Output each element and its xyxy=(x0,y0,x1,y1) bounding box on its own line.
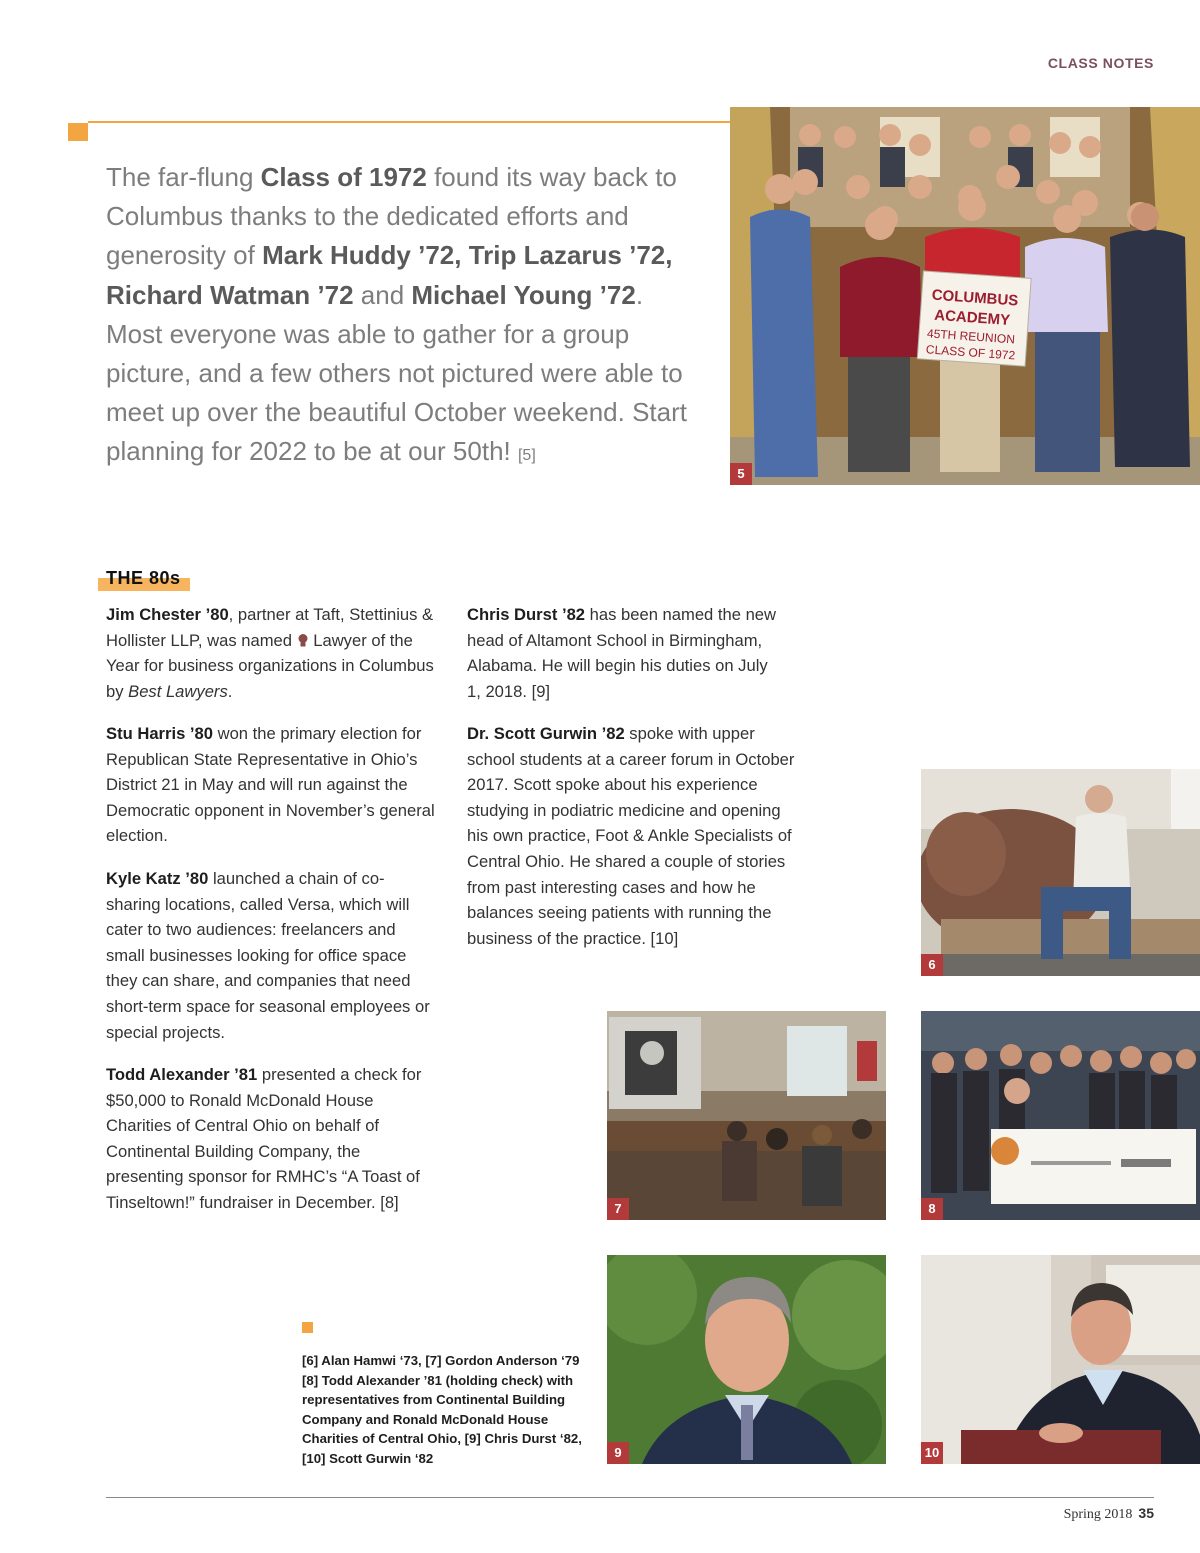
section-heading xyxy=(98,566,190,592)
photo-alan-hamwi xyxy=(921,769,1200,976)
section-heading-text: THE 80s xyxy=(106,568,181,588)
intro-bold: Mark Huddy ’72, Trip Lazarus ’72, Richard Watman ’72 xyxy=(106,240,673,310)
sign-text: CLASS OF 1972 xyxy=(925,342,1016,363)
alumnus-name: Dr. Scott Gurwin ’82 xyxy=(467,724,625,743)
photo-number: 8 xyxy=(921,1198,943,1220)
class-note: Stu Harris ’80 won the primary election for Republican State Representative in Ohio’s District 21 in May and will run against the Democratic opponent in November’s general election. xyxy=(106,724,435,846)
photo-chris-durst xyxy=(607,1255,886,1464)
sign-text: COLUMBUS xyxy=(931,286,1019,310)
photo-number: 7 xyxy=(607,1198,629,1220)
page-footer xyxy=(1064,1505,1154,1523)
page-number: 35 xyxy=(1138,1505,1154,1521)
class-note: Jim Chester ’80, partner at Taft, Stettinius & Hollister LLP, was named Lawyer of the Year for business organizations in Columbus by Best Lawyers. xyxy=(106,605,434,701)
sign-text: ACADEMY xyxy=(933,306,1011,330)
class-note: Kyle Katz ’80 launched a chain of co-sharing locations, called Versa, which will cater to two audiences: freelancers and small businesses looking for office space they can share, and companies that need short-term space for seasonal employees or special projects. xyxy=(106,869,430,1042)
photo-number: 10 xyxy=(921,1442,943,1464)
photo-scott-gurwin xyxy=(921,1255,1200,1464)
photo-number: 9 xyxy=(607,1442,629,1464)
class-note: Chris Durst ’82 has been named the new head of Altamont School in Birmingham, Alabama. He will begin his duties on July 1, 2018. [9] xyxy=(467,605,777,701)
class-note: Todd Alexander ’81 presented a check for $50,000 to Ronald McDonald House Charities of Central Ohio on behalf of Continental Building Company, the presenting sponsor for RMHC’s “A Toast of Tinseltown!” fundraiser in December. [8] xyxy=(106,1065,422,1212)
photo-number: 6 xyxy=(921,954,943,976)
alumnus-name: Kyle Katz ’80 xyxy=(106,869,209,888)
footer-rule xyxy=(106,1497,1154,1498)
photo-class-reunion xyxy=(730,107,1200,485)
photo-check-presentation xyxy=(921,1011,1200,1220)
intro-bold: Michael Young ’72 xyxy=(411,279,636,310)
class-note: Dr. Scott Gurwin ’82 spoke with upper school students at a career forum in October 2017. Scott spoke about his experience studying in podiatric medicine and opening his own practice, Foot & Ankle Specialists of Central Ohio. He shared a couple of stories from past interesting cases and how he balances seeing patients with running the business of the practice. [10] xyxy=(467,724,795,948)
alumnus-name: Stu Harris ’80 xyxy=(106,724,213,743)
photo-career-forum xyxy=(607,1011,886,1220)
photo-number: 5 xyxy=(730,463,752,485)
issue-label: Spring 2018 xyxy=(1063,1507,1133,1522)
accent-square xyxy=(68,123,88,141)
alumnus-name: Jim Chester ’80 xyxy=(106,605,229,624)
alumnus-name: Chris Durst ’82 xyxy=(467,605,586,624)
caption-accent-square xyxy=(302,1322,313,1333)
intro-bold: Class of 1972 xyxy=(260,162,427,192)
alumnus-name: Todd Alexander ’81 xyxy=(106,1065,258,1084)
photo-captions: [6] Alan Hamwi ‘73, [7] Gordon Anderson ‘79 [8] Todd Alexander ’81 (holding check) with representatives from Continental Building Company and Ronald McDonald House Charities of Central Ohio, [9] Chris Durst ‘82, [10] Scott Gurwin ‘82 xyxy=(302,1353,582,1466)
intro-paragraph: The far-flung Class of 1972 found its way back to Columbus thanks to the dedicated efforts and generosity of Mark Huddy ’72, Trip Lazarus ’72, Richard Watman ’72 and Michael Young ’72. Most everyone was able to gather for a group picture, and a few others not pictured were able to meet up over the beautiful October weekend. Start planning for 2022 to be at our 50th! [5] xyxy=(106,162,688,467)
section-label: CLASS NOTES xyxy=(1047,55,1154,71)
award-icon xyxy=(297,633,309,648)
accent-rule xyxy=(88,121,730,123)
photo-ref: [5] xyxy=(517,447,536,465)
sign-text: 45TH REUNION xyxy=(926,326,1016,347)
